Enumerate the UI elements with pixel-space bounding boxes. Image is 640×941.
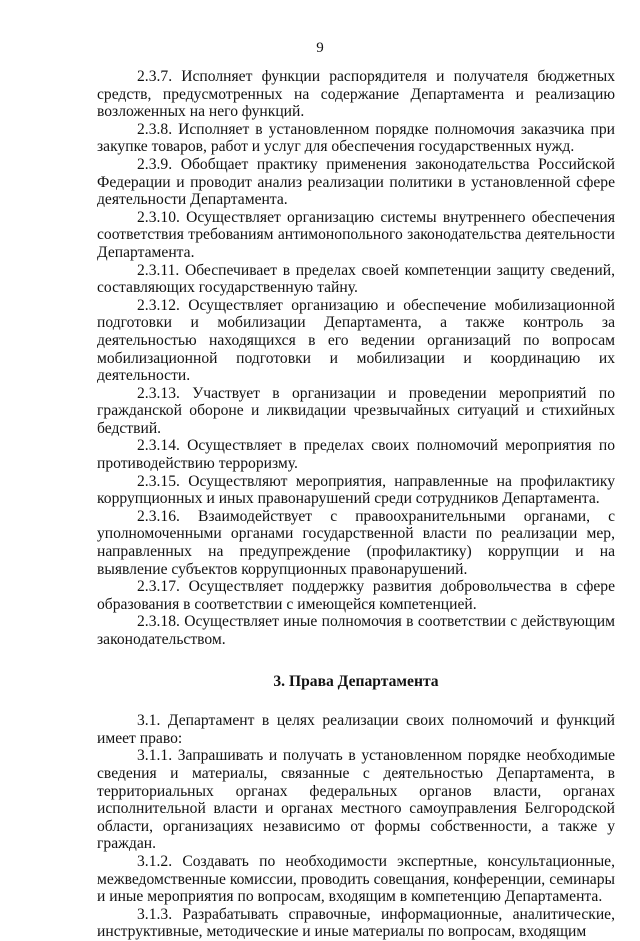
paragraph-3-1-2: 3.1.2. Создавать по необходимости экспертные, консультационные, межведомственные комиссии, проводить совещания, конференции, семинары и иные мероприятия по вопросам, входящим в компетенцию Департамента. [97, 852, 615, 906]
page-number: 9 [316, 40, 324, 56]
paragraph-2-3-14: 2.3.14. Осуществляет в пределах своих полномочий мероприятия по противодействию терроризму. [97, 437, 615, 473]
section-heading: 3. Права Департамента [273, 672, 439, 690]
paragraph-2-3-18: 2.3.18. Осуществляет иные полномочия в соответствии с действующим законодательством. [97, 613, 615, 648]
paragraph-3-1: 3.1. Департамент в целях реализации своих полномочий и функций имеет право: [97, 712, 615, 747]
paragraph-2-3-11: 2.3.11. Обеспечивает в пределах своей компетенции защиту сведений, составляющих государственную тайну. [97, 261, 615, 297]
paragraph-3-1-3: 3.1.3. Разрабатывать справочные, информационные, аналитические, инструктивные, методические и иные материалы по вопросам, входящим [97, 905, 615, 941]
paragraph-2-3-7: 2.3.7. Исполняет функции распорядителя и получателя бюджетных средств, предусмотренных на содержание Департамента и реализацию возложенных на него функций. [97, 68, 615, 121]
paragraph-2-3-8: 2.3.8. Исполняет в установленном порядке полномочия заказчика при закупке товаров, работ и услуг для обеспечения государственных нужд. [97, 120, 615, 156]
paragraph-2-3-17: 2.3.17. Осуществляет поддержку развития добровольчества в сфере образования в соответствии с имеющейся компетенцией. [97, 578, 615, 613]
document-body [97, 68, 615, 941]
paragraph-2-3-15: 2.3.15. Осуществляют мероприятия, направленные на профилактику коррупционных и иных правонарушений среди сотрудников Департамента. [97, 472, 615, 508]
paragraph-2-3-9: 2.3.9. Обобщает практику применения законодательства Российской Федерации и проводит анализ реализации политики в установленной сфере деятельности Департамента. [97, 155, 615, 209]
paragraph-2-3-13: 2.3.13. Участвует в организации и проведении мероприятий по гражданской обороне и ликвидации чрезвычайных ситуаций и стихийных бедствий. [97, 384, 615, 437]
paragraph-2-3-10: 2.3.10. Осуществляет организацию системы внутреннего обеспечения соответствия требованиям антимонопольного законодательства деятельности Департамента. [97, 208, 615, 261]
paragraph-3-1-1: 3.1.1. Запрашивать и получать в установленном порядке необходимые сведения и материалы, связанные с деятельностью Департамента, в территориальных органах федеральных органов власти, органах исполнительной власти и органах местного самоуправления Белгородской области, организациях независимо от формы собственности, а также у граждан. [97, 747, 615, 853]
paragraph-2-3-16: 2.3.16. Взаимодействует с правоохранительными органами, с уполномоченными органами государственной власти по реализации мер, направленных на предупреждение (профилактику) коррупции и на выявление субъектов коррупционных правонарушений. [97, 507, 615, 578]
paragraph-2-3-12: 2.3.12. Осуществляет организацию и обеспечение мобилизационной подготовки и мобилизации Департамента, а также контроль за деятельностью находящихся в его ведении организаций по вопросам мобилизационной подготовки и мобилизации и координацию их деятельности. [97, 296, 615, 385]
